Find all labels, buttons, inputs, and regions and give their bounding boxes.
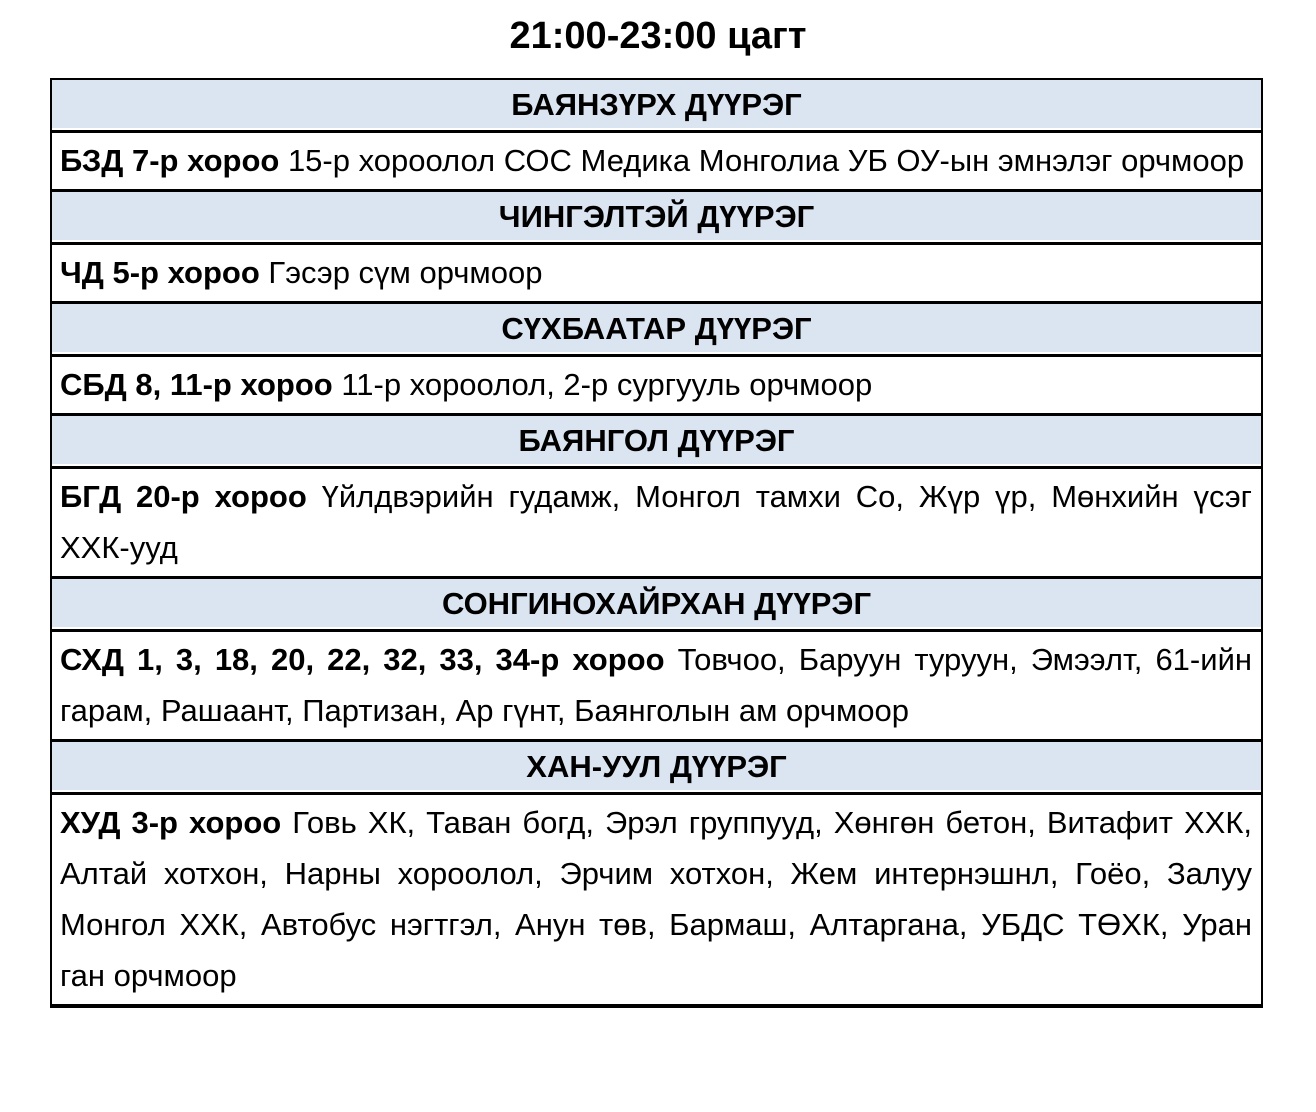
district-header-label: БАЯНГОЛ ДҮҮРЭГ <box>518 423 795 458</box>
district-areas-row <box>52 245 1261 301</box>
district-header-bayanzurkh <box>52 80 1261 133</box>
district-header-label: БАЯНЗҮРХ ДҮҮРЭГ <box>511 87 802 122</box>
district-header-label: СОНГИНОХАЙРХАН ДҮҮРЭГ <box>441 586 872 621</box>
khoroo-label: ЧД 5-р хороо <box>60 255 269 290</box>
district-header-khan-uul <box>52 739 1261 795</box>
areas-text: Товчоо, Баруун туруун, Эмээлт, 61-ийн гарам, Рашаант, Партизан, Ар гүнт, Баянголын ам орчмоор <box>60 642 1253 728</box>
district-header-songinokhairkhan <box>52 576 1261 632</box>
district-header-bayangol <box>52 413 1261 469</box>
district-areas-row <box>52 469 1261 576</box>
district-header-label: СҮХБААТАР ДҮҮРЭГ <box>501 311 812 346</box>
district-areas-row <box>52 632 1261 739</box>
khoroo-label: СХД 1, 3, 18, 20, 22, 32, 33, 34-р хороо <box>60 642 678 677</box>
district-areas-row <box>52 795 1261 1004</box>
district-header-chingeltei <box>52 189 1261 245</box>
district-header-sukhbaatar <box>52 301 1261 357</box>
areas-text: 15-р хороолол СОС Медика Монголиа УБ ОУ-ын эмнэлэг орчмоор <box>287 143 1245 178</box>
time-range-title: 21:00-23:00 цагт <box>509 15 807 57</box>
khoroo-label: БЗД 7-р хороо <box>60 143 288 178</box>
district-header-label: ХАН-УУЛ ДҮҮРЭГ <box>526 749 787 784</box>
district-areas-row <box>52 133 1261 189</box>
areas-text: Үйлдвэрийн гудамж, Монгол тамхи Со, Жүр үр, Мөнхийн үсэг ХХК-ууд <box>60 479 1252 565</box>
khoroo-label: ХУД 3-р хороо <box>60 805 293 840</box>
district-header-label: ЧИНГЭЛТЭЙ ДҮҮРЭГ <box>498 199 815 234</box>
areas-text: 11-р хороолол, 2-р сургууль орчмоор <box>341 367 873 402</box>
areas-text: Говь ХК, Таван богд, Эрэл группууд, Хөнгөн бетон, Витафит ХХК, Алтай хотхон, Нарны хороолол, Эрчим хотхон, Жем интернэшнл, Гоёо, Залуу Монгол ХХК, Автобус нэгтгэл, Анун төв, Бармаш, Алтаргана, УБДС ТӨХК, Уран ган орчмоор <box>60 805 1252 993</box>
district-areas-row <box>52 357 1261 413</box>
khoroo-label: БГД 20-р хороо <box>60 479 322 514</box>
areas-text: Гэсэр сүм орчмоор <box>268 255 543 290</box>
khoroo-label: СБД 8, 11-р хороо <box>60 367 342 402</box>
outage-schedule-table <box>50 78 1263 1008</box>
